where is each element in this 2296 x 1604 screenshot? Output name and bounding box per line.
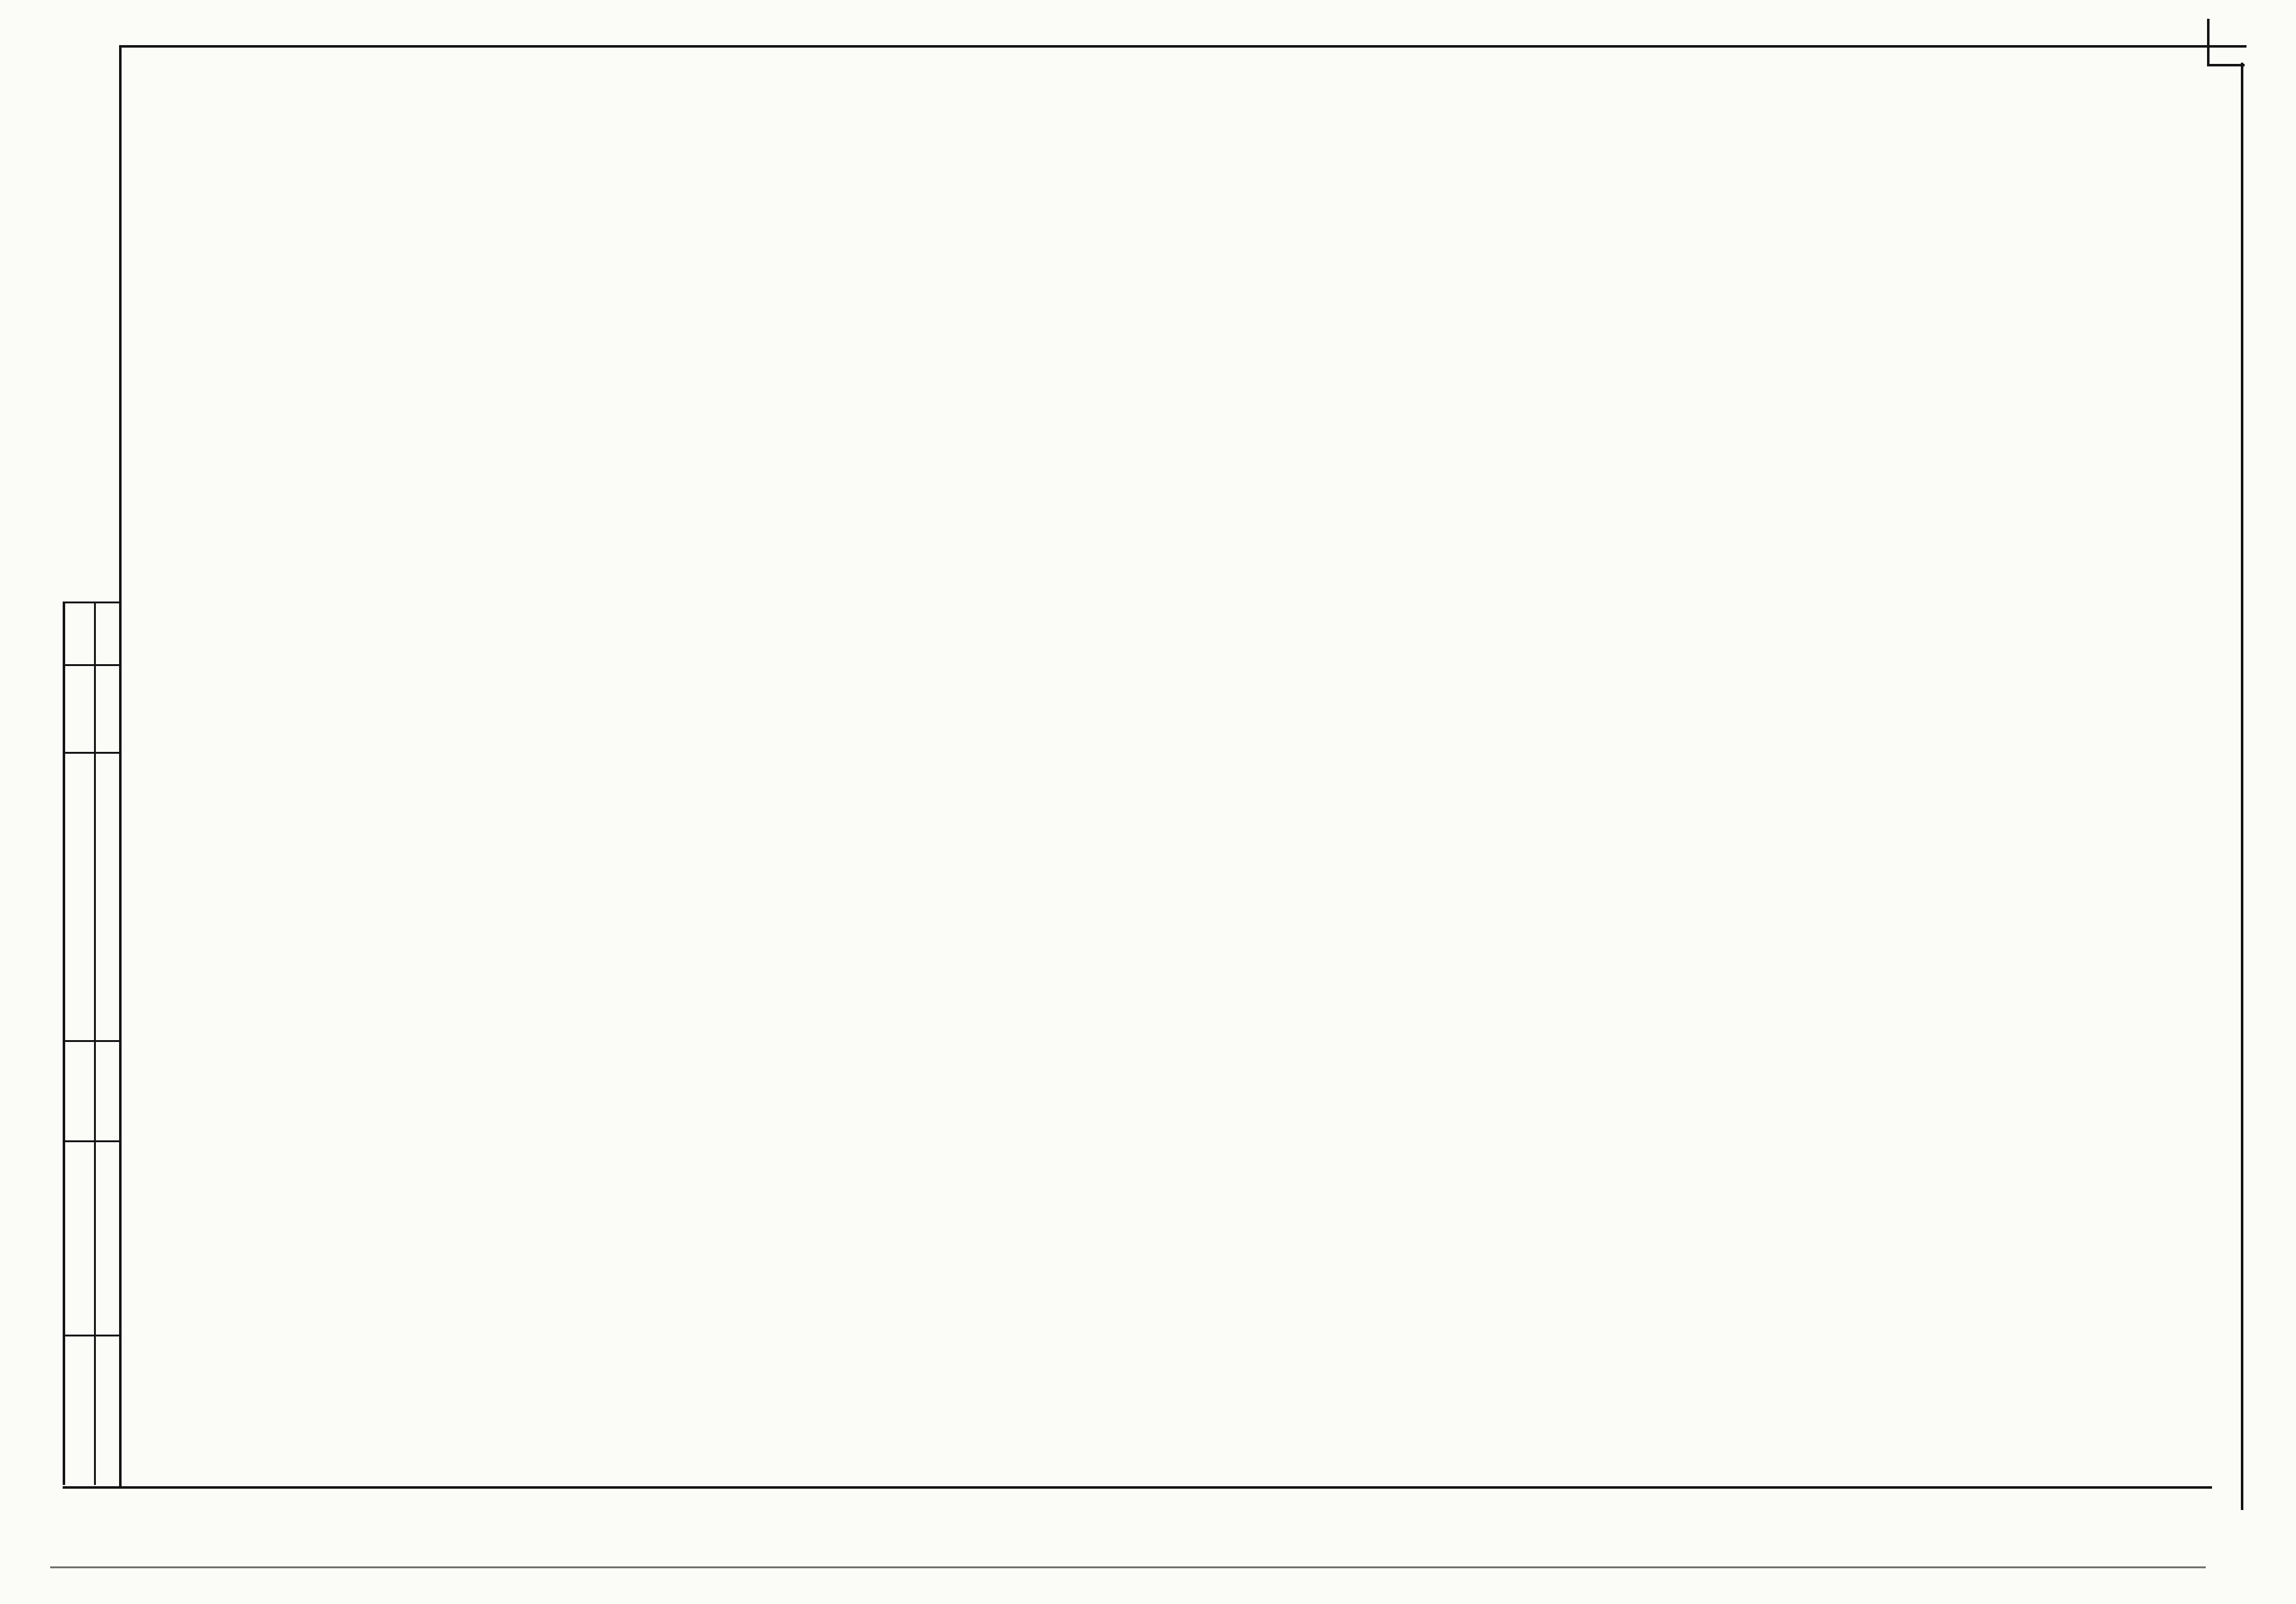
margin-stamp-line bbox=[63, 602, 65, 1485]
frame-left bbox=[119, 45, 122, 1486]
sheet-box-left bbox=[2207, 19, 2210, 66]
frame-right bbox=[2241, 63, 2243, 1510]
margin-stamp-mid3 bbox=[63, 1040, 120, 1042]
margin-stamp-top bbox=[63, 602, 120, 603]
frame-top bbox=[119, 45, 2246, 48]
margin-stamp-mid1 bbox=[63, 664, 120, 666]
margin-stamp-mid4 bbox=[63, 1140, 120, 1142]
margin-stamp-mid2 bbox=[63, 752, 120, 754]
frame-bottom bbox=[63, 1486, 2212, 1489]
sheet-box-bottom bbox=[2207, 64, 2245, 66]
margin-stamp-line2 bbox=[94, 602, 96, 1485]
trim-line bbox=[50, 1566, 2206, 1568]
margin-stamp-mid5 bbox=[63, 1335, 120, 1336]
